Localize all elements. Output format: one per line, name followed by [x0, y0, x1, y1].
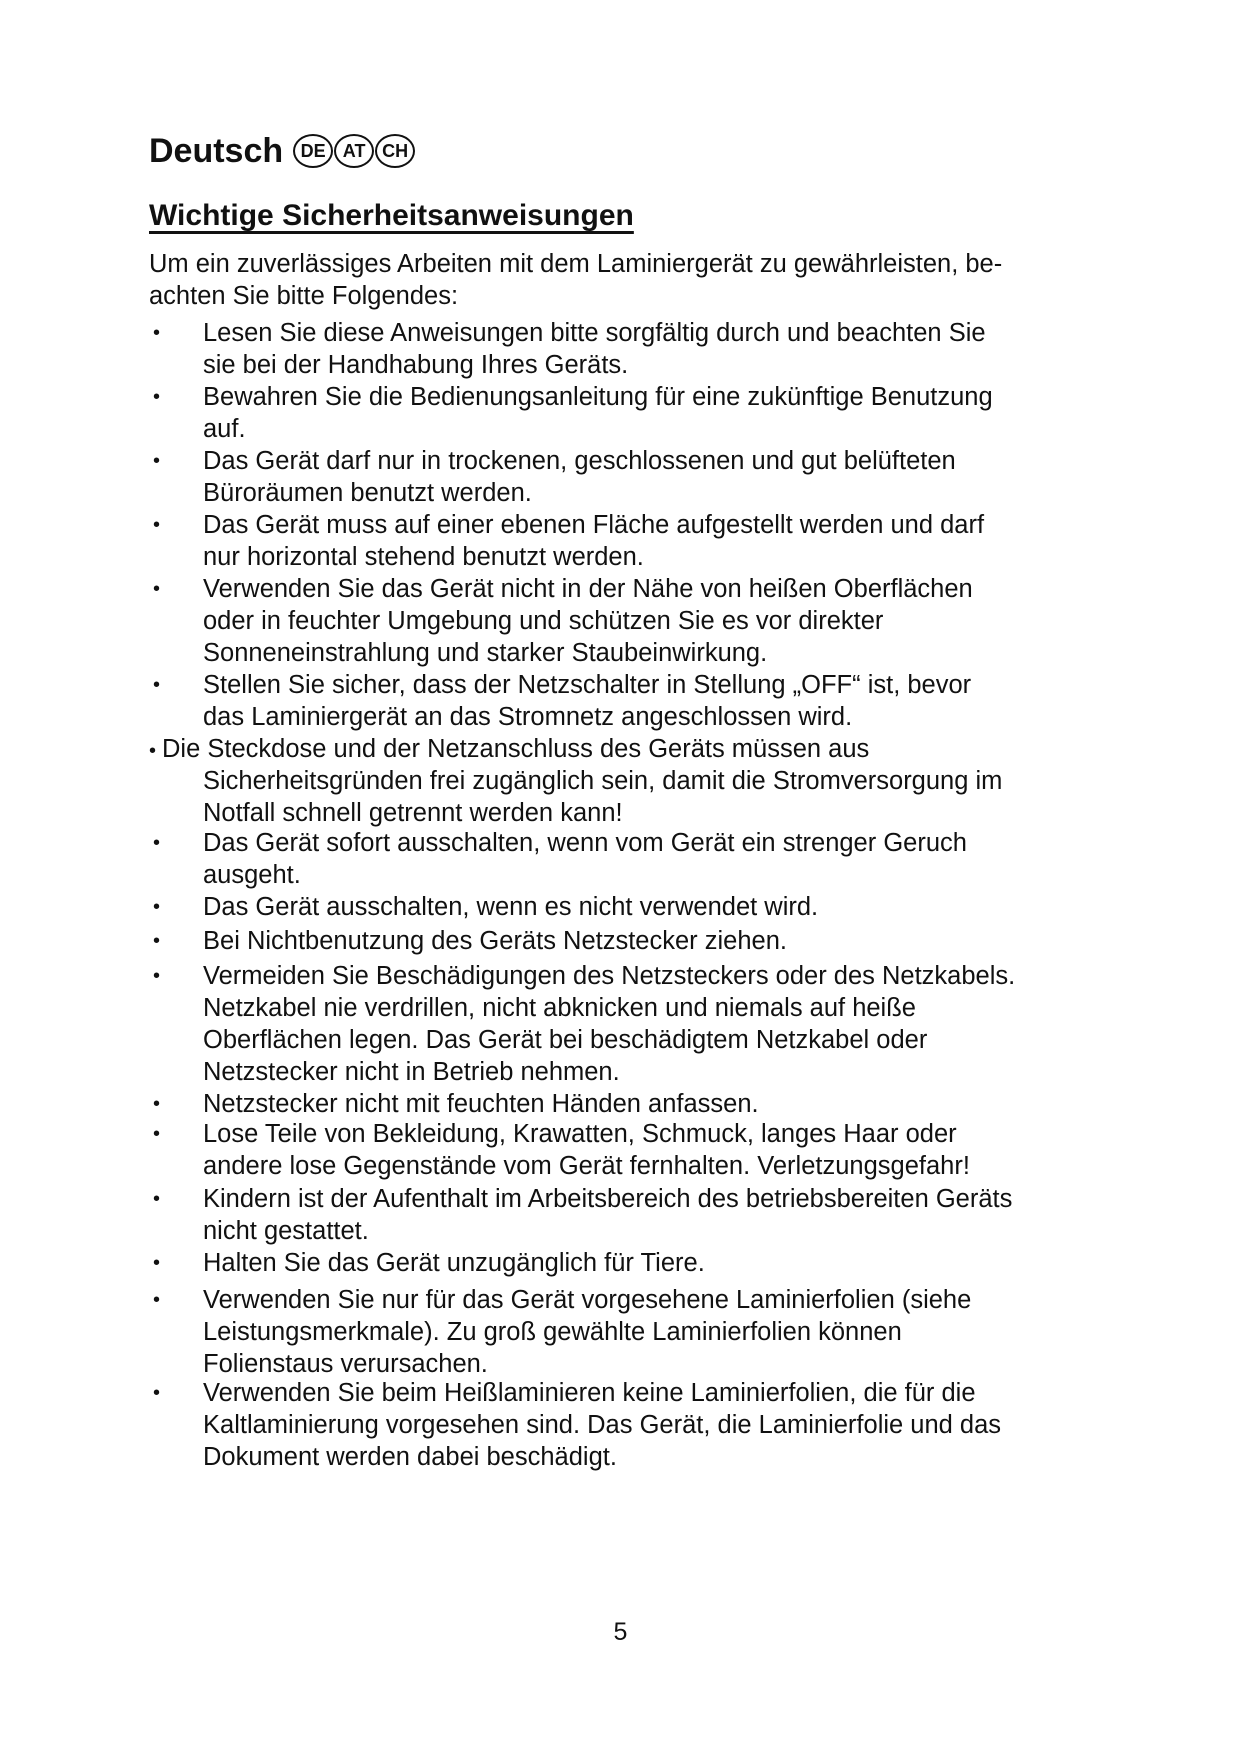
bullet-icon: • — [153, 1188, 161, 1210]
list-item-text — [203, 827, 1103, 891]
bullet-icon: • — [153, 674, 161, 696]
list-item-line — [149, 733, 869, 767]
page-number: 5 — [613, 1618, 628, 1646]
list-item-line: Netzstecker nicht mit feuchten Händen anfassen. — [203, 1090, 759, 1118]
list-item-line: Verwenden Sie beim Heißlaminieren keine Laminierfolien, die für die — [203, 1379, 976, 1407]
list-item-line: Lesen Sie diese Anweisungen bitte sorgfältig durch und beachten Sie — [203, 319, 986, 347]
list-item-line: Verwenden Sie das Gerät nicht in der Nähe von heißen Oberflächen — [203, 575, 973, 603]
list-item-line: Leistungsmerkmale). Zu groß gewählte Laminierfolien können — [203, 1318, 902, 1346]
bullet-icon: • — [153, 386, 161, 408]
list-item-line: Verwenden Sie nur für das Gerät vorgesehene Laminierfolien (siehe — [203, 1286, 972, 1314]
language-title: Deutsch — [149, 132, 284, 170]
country-badge-at: AT — [334, 134, 374, 168]
list-item-text — [203, 1183, 1103, 1247]
list-item-line: Netzstecker nicht in Betrieb nehmen. — [203, 1058, 620, 1086]
bullet-icon: • — [153, 896, 161, 918]
list-item-line: Lose Teile von Bekleidung, Krawatten, Schmuck, langes Haar oder — [203, 1120, 957, 1148]
country-badge-ch: CH — [375, 134, 415, 168]
bullet-icon: • — [153, 578, 161, 600]
list-item-text — [203, 669, 1103, 733]
bullet-icon: • — [153, 930, 161, 952]
list-item-text — [203, 1088, 1103, 1120]
bullet-icon: • — [153, 1093, 161, 1115]
list-item-line: Sicherheitsgründen frei zugänglich sein, damit die Stromversorgung im — [203, 767, 1003, 795]
list-item-text — [203, 1284, 1103, 1380]
bullet-icon: • — [153, 514, 161, 536]
language-heading — [149, 131, 416, 171]
list-item-line: Folienstaus verursachen. — [203, 1350, 488, 1378]
bullet-icon: • — [153, 1123, 161, 1145]
bullet-icon: • — [153, 1252, 161, 1274]
list-item-text — [203, 445, 1103, 509]
list-item-text — [203, 1247, 1103, 1279]
list-item-line: Sonneneinstrahlung und starker Staubeinwirkung. — [203, 639, 768, 667]
list-item-line: Das Gerät muss auf einer ebenen Fläche aufgestellt werden und darf — [203, 511, 985, 539]
list-item-line: oder in feuchter Umgebung und schützen Sie es vor direkter — [203, 607, 884, 635]
list-item-line: Dokument werden dabei beschädigt. — [203, 1443, 617, 1471]
list-item-text — [203, 925, 1103, 957]
list-item-line: sie bei der Handhabung Ihres Geräts. — [203, 351, 629, 379]
list-item-line: Netzkabel nie verdrillen, nicht abknicken und niemals auf heiße — [203, 994, 916, 1022]
list-item-text — [203, 960, 1103, 1088]
intro-line: achten Sie bitte Folgendes: — [149, 282, 459, 310]
list-item-line: Das Gerät ausschalten, wenn es nicht verwendet wird. — [203, 893, 819, 921]
list-item-line: nur horizontal stehend benutzt werden. — [203, 543, 644, 571]
list-item-text — [203, 765, 1002, 829]
intro-line: Um ein zuverlässiges Arbeiten mit dem Laminiergerät zu gewährleisten, be- — [149, 250, 1003, 278]
list-item-line: auf. — [203, 415, 246, 443]
list-item-text — [203, 1377, 1103, 1473]
country-badge-de: DE — [293, 134, 333, 168]
list-item-line: Stellen Sie sicher, dass der Netzschalter in Stellung „OFF“ ist, bevor — [203, 671, 972, 699]
bullet-icon: • — [153, 450, 161, 472]
list-item-line: ausgeht. — [203, 861, 301, 889]
list-item-line: Das Gerät sofort ausschalten, wenn vom Gerät ein strenger Geruch — [203, 829, 967, 857]
list-item-text — [203, 891, 1103, 923]
intro-paragraph — [149, 248, 1089, 312]
list-item-line: nicht gestattet. — [203, 1217, 369, 1245]
list-item-line: andere lose Gegenstände vom Gerät fernhalten. Verletzungsgefahr! — [203, 1152, 970, 1180]
list-item-line: Bei Nichtbenutzung des Geräts Netzstecker ziehen. — [203, 927, 787, 955]
bullet-icon: • — [153, 965, 161, 987]
section-title: Wichtige Sicherheitsanweisungen — [149, 199, 634, 232]
list-item-text — [203, 573, 1103, 669]
list-item-text — [203, 317, 1103, 381]
list-item-text — [203, 381, 1103, 445]
list-item-line: Halten Sie das Gerät unzugänglich für Tiere. — [203, 1249, 705, 1277]
list-item-line: das Laminiergerät an das Stromnetz angeschlossen wird. — [203, 703, 853, 731]
list-item-line: Notfall schnell getrennt werden kann! — [203, 799, 623, 827]
bullet-icon: • — [153, 1289, 161, 1311]
list-item-text — [203, 1118, 1103, 1182]
bullet-icon: • — [153, 1382, 161, 1404]
country-badges — [293, 134, 416, 168]
list-item-line: Kaltlaminierung vorgesehen sind. Das Gerät, die Laminierfolie und das — [203, 1411, 1002, 1439]
list-item-line: Das Gerät darf nur in trockenen, geschlossenen und gut belüfteten — [203, 447, 956, 475]
list-item-line: Kindern ist der Aufenthalt im Arbeitsbereich des betriebsbereiten Geräts — [203, 1185, 1013, 1213]
list-item-line: Bewahren Sie die Bedienungsanleitung für eine zukünftige Benutzung — [203, 383, 993, 411]
bullet-icon: • — [149, 740, 157, 762]
list-item-line: Vermeiden Sie Beschädigungen des Netzsteckers oder des Netzkabels. — [203, 962, 1016, 990]
list-item-line: Büroräumen benutzt werden. — [203, 479, 532, 507]
bullet-icon: • — [153, 832, 161, 854]
list-item-text — [203, 509, 1103, 573]
bullet-icon: • — [153, 322, 161, 344]
list-item-text: Die Steckdose und der Netzanschluss des Geräts müssen aus — [162, 735, 870, 763]
list-item-line: Oberflächen legen. Das Gerät bei beschädigtem Netzkabel oder — [203, 1026, 928, 1054]
